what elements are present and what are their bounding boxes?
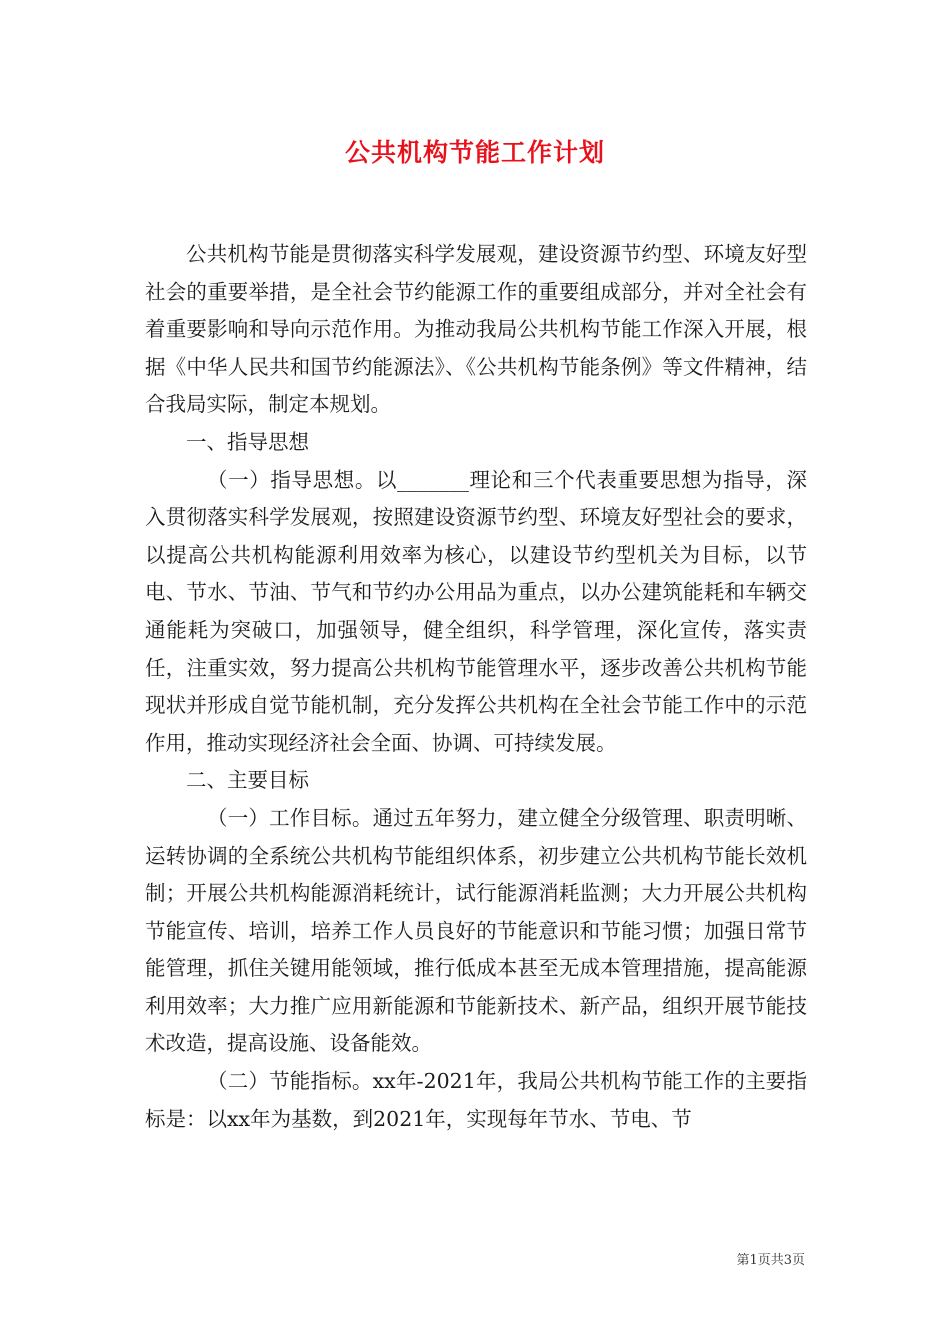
section-2-paragraph-1: （一）工作目标。通过五年努力，建立健全分级管理、职责明晰、运转协调的全系统公共机构节能组织体系，初步建立公共机构节能长效机制；开展公共机构能源消耗统计，试行能源消耗监测；大力开展公共机构节能宣传、培训，培养工作人员良好的节能意识和节能习惯；加强日常节能管理，抓住关键用能领域，推行低成本甚至无成本管理措施，提高能源利用效率；大力推广应用新能源和节能新技术、新产品，组织开展节能技术改造，提高设施、设备能效。: [145, 805, 807, 1056]
page-number: 第1页共3页: [736, 1253, 805, 1268]
section-1-heading: 一、指导思想: [186, 429, 309, 454]
document-body: [145, 236, 807, 1138]
section-2-paragraph-2: （二）节能指标。xx年-2021年，我局公共机构节能工作的主要指标是：以xx年为基数，到2021年，实现每年节水、节电、节: [145, 1069, 807, 1131]
section-2-heading: 二、主要目标: [186, 768, 309, 793]
intro-paragraph: 公共机构节能是贯彻落实科学发展观，建设资源节约型、环境友好型社会的重要举措，是全社会节约能源工作的重要组成部分，并对全社会有着重要影响和导向示范作用。为推动我局公共机构节能工作深入开展，根据《中华人民共和国节约能源法》、《公共机构节能条例》等文件精神，结合我局实际，制定本规划。: [145, 242, 807, 417]
section-1-paragraph-1: （一）指导思想。以_______理论和三个代表重要思想为指导，深入贯彻落实科学发展观，按照建设资源节约型、环境友好型社会的要求，以提高公共机构能源利用效率为核心，以建设节约型机关为目标，以节电、节水、节油、节气和节约办公用品为重点，以办公建筑能耗和车辆交通能耗为突破口，加强领导，健全组织，科学管理，深化宣传，落实责任，注重实效，努力提高公共机构节能管理水平，逐步改善公共机构节能现状并形成自觉节能机制，充分发挥公共机构在全社会节能工作中的示范作用，推动实现经济社会全面、协调、可持续发展。: [145, 467, 807, 755]
document-title: 公共机构节能工作计划: [344, 138, 605, 167]
